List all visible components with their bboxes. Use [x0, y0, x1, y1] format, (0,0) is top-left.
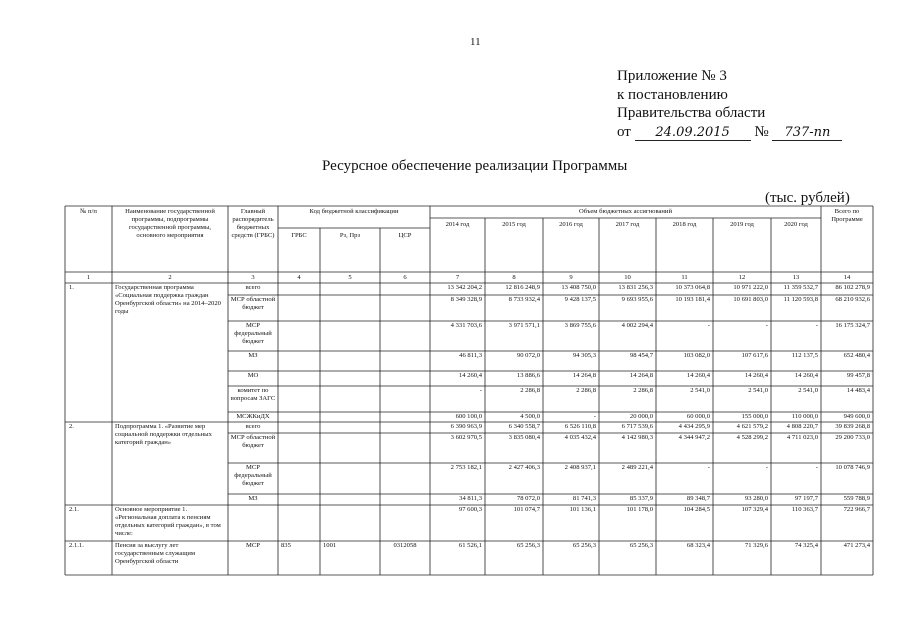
row-value: -: [707, 322, 710, 329]
row-value: 99 457,8: [846, 372, 870, 379]
header-code-grbs: ГРБС: [291, 232, 307, 239]
row-value: 65 256,3: [516, 542, 540, 549]
row-value: 74 325,4: [794, 542, 818, 549]
row-grbs: всего: [245, 423, 261, 430]
row-value: 2 286,8: [633, 387, 653, 394]
row-value: 4 711 023,0: [786, 434, 818, 441]
row-value: 4 331 703,6: [450, 322, 482, 329]
row-value: -: [815, 464, 818, 471]
row-grbs: МСР: [246, 542, 260, 549]
row-value: 94 305,3: [572, 352, 596, 359]
header-year: 2019 год: [730, 221, 754, 228]
column-number: 6: [403, 274, 407, 281]
header-year: 2020 год: [784, 221, 808, 228]
row-value: 9 428 137,5: [564, 296, 596, 303]
row-grbs: МСР областной бюджет: [230, 434, 276, 449]
row-value: 14 264,8: [572, 372, 596, 379]
column-number: 7: [455, 274, 460, 281]
column-number: 1: [86, 274, 91, 281]
row-code-rzprz: 1001: [323, 542, 337, 549]
row-value: 4 002 294,4: [621, 322, 653, 329]
column-number: 10: [624, 274, 631, 281]
row-value: 86 102 278,9: [835, 284, 870, 291]
row-value: 16 175 324,7: [835, 322, 870, 329]
header-code-csr: ЦСР: [398, 232, 412, 239]
row-value: 104 284,5: [683, 506, 710, 513]
appendix-line3: Правительства области: [617, 105, 766, 121]
row-value: -: [479, 387, 482, 394]
row-value: 6 717 539,6: [621, 423, 653, 430]
header-grbs-main: Главный распорядитель бюджетных средств (ГРБС): [231, 208, 275, 239]
row-value: 8 349 328,9: [450, 296, 482, 303]
row-value: 65 256,3: [572, 542, 596, 549]
decree-date: 24.09.2015: [635, 125, 751, 141]
row-value: 471 273,4: [843, 542, 870, 549]
row-value: 13 831 256,3: [618, 284, 653, 291]
row-value: 13 408 750,0: [561, 284, 596, 291]
row-value: 2 541,0: [690, 387, 710, 394]
row-grbs: МСР федеральный бюджет: [234, 322, 272, 345]
row-name: Подпрограмма 1. «Развитие мер социальной поддержки отдельных категорий граждан»: [115, 423, 212, 446]
row-value: 110 000,0: [791, 413, 818, 420]
header-code-group: Код бюджетной классификации: [309, 208, 399, 215]
row-value: 722 966,7: [843, 506, 870, 513]
row-value: 13 886,6: [516, 372, 540, 379]
row-grbs: МО: [247, 372, 259, 379]
row-value: 14 260,4: [794, 372, 818, 379]
row-value: 97 197,7: [794, 495, 818, 502]
row-value: 10 373 064,8: [675, 284, 710, 291]
row-grbs: МСР областной бюджет: [230, 296, 276, 311]
header-year: 2017 год: [615, 221, 640, 228]
row-value: -: [707, 464, 710, 471]
decree-number: 737-пп: [772, 125, 842, 141]
row-value: 3 835 080,4: [508, 434, 540, 441]
row-value: 97 600,3: [458, 506, 482, 513]
header-year: 2018 год: [672, 221, 697, 228]
row-value: 155 000,0: [741, 413, 768, 420]
row-value: 14 260,4: [458, 372, 482, 379]
row-value: 10 193 181,4: [675, 296, 710, 303]
row-number: 2.1.1.: [69, 542, 84, 549]
row-value: 6 340 558,7: [508, 423, 540, 430]
row-value: 559 788,9: [843, 495, 870, 502]
column-number: 14: [843, 274, 851, 281]
row-value: 68 323,4: [686, 542, 710, 549]
row-value: 2 753 182,1: [450, 464, 482, 471]
row-value: 29 200 733,0: [835, 434, 870, 441]
row-value: 600 100,0: [455, 413, 482, 420]
row-value: 13 342 204,2: [447, 284, 482, 291]
row-value: 107 329,4: [741, 506, 768, 513]
row-value: 10 971 222,0: [733, 284, 768, 291]
row-value: 949 600,0: [843, 413, 870, 420]
column-number: 9: [569, 274, 573, 281]
row-number: 1.: [69, 284, 74, 291]
row-value: 101 074,7: [513, 506, 540, 513]
row-grbs: МСР федеральный бюджет: [234, 464, 272, 487]
row-value: 4 344 947,2: [678, 434, 710, 441]
row-value: 65 256,3: [629, 542, 653, 549]
row-value: 4 434 295,9: [678, 423, 710, 430]
row-value: 61 526,1: [458, 542, 482, 549]
row-value: 4 500,0: [520, 413, 540, 420]
row-value: 85 337,9: [629, 495, 653, 502]
row-value: 652 480,4: [843, 352, 870, 359]
row-number: 2.1.: [69, 506, 79, 513]
row-value: 93 280,0: [744, 495, 768, 502]
row-grbs: МЗ: [248, 495, 258, 502]
header-year: 2015 год: [502, 221, 526, 228]
row-value: 2 408 937,1: [564, 464, 596, 471]
column-number: 3: [251, 274, 255, 281]
document-title: Ресурсное обеспечение реализации Программы: [322, 158, 628, 174]
row-value: 71 329,6: [744, 542, 768, 549]
row-value: 101 136,1: [569, 506, 596, 513]
row-name: Основное мероприятие 1. «Региональная доплата к пенсиям отдельных категорий граждан», в том числе:: [115, 506, 221, 537]
row-value: 10 691 803,0: [733, 296, 768, 303]
row-value: 4 142 980,3: [621, 434, 653, 441]
row-value: 2 286,8: [520, 387, 540, 394]
row-value: 107 617,6: [741, 352, 768, 359]
row-value: 89 348,7: [686, 495, 710, 502]
row-value: 4 621 579,2: [736, 423, 768, 430]
row-grbs: МСЖКиДХ: [236, 413, 270, 420]
row-grbs: всего: [245, 284, 261, 291]
row-name: Государственная программа «Социальная поддержка граждан Оренбургской области» на 2014–2020 годы: [115, 284, 221, 315]
row-value: 81 741,3: [572, 495, 596, 502]
header-num: № п/п: [80, 208, 97, 215]
row-value: -: [765, 322, 768, 329]
row-value: 39 839 268,8: [835, 423, 870, 430]
header-funds-group: Объем бюджетных ассигнований: [579, 208, 672, 215]
row-value: 2 489 221,4: [621, 464, 653, 471]
row-value: 101 178,0: [626, 506, 653, 513]
column-number: 11: [681, 274, 688, 281]
number-sign: №: [754, 124, 769, 140]
header-total: Всего по Программе: [831, 208, 863, 223]
appendix-title: Приложение № 3: [617, 68, 727, 84]
row-value: 68 210 932,6: [835, 296, 870, 303]
row-grbs: комитет по вопросам ЗАГС: [230, 387, 276, 402]
row-value: 20 000,0: [629, 413, 653, 420]
row-value: -: [815, 322, 818, 329]
row-value: 3 971 571,1: [508, 322, 540, 329]
column-number: 13: [792, 274, 800, 281]
row-value: -: [593, 413, 596, 420]
date-prefix: от: [617, 124, 631, 140]
row-value: 14 260,4: [744, 372, 768, 379]
header-code-rzprz: Рз, Прз: [339, 232, 361, 239]
page-number: 11: [470, 36, 481, 48]
row-value: 2 286,8: [576, 387, 596, 394]
row-grbs: МЗ: [248, 352, 258, 359]
column-number: 5: [348, 274, 352, 281]
row-value: 90 072,0: [516, 352, 540, 359]
row-value: 78 072,0: [516, 495, 540, 502]
column-number: 4: [297, 274, 301, 281]
row-value: 6 390 963,9: [450, 423, 482, 430]
row-code-grbs: 835: [281, 542, 291, 549]
appendix-line2: к постановлению: [617, 87, 728, 103]
column-number: 2: [168, 274, 172, 281]
row-value: 11 359 532,7: [783, 284, 818, 291]
row-value: 11 120 593,8: [783, 296, 818, 303]
row-value: 112 137,5: [791, 352, 818, 359]
header-year: 2014 год: [445, 221, 470, 228]
row-value: 14 260,4: [686, 372, 710, 379]
row-value: 4 035 432,4: [564, 434, 596, 441]
header-year: 2016 год: [559, 221, 583, 228]
row-value: 8 733 932,4: [508, 296, 540, 303]
row-name: Пенсия за выслугу лет государственным служащим Оренбургской области: [115, 542, 196, 565]
row-value: 2 427 406,3: [508, 464, 540, 471]
row-value: 46 811,3: [459, 352, 482, 359]
row-value: 2 541,0: [798, 387, 818, 394]
column-number: 12: [738, 274, 746, 281]
row-value: 3 869 755,6: [564, 322, 596, 329]
row-value: 110 363,7: [791, 506, 818, 513]
row-value: 60 000,0: [686, 413, 710, 420]
row-value: 103 082,0: [683, 352, 710, 359]
header-name: Наименование государственной программы, подпрограммы государственной программы, основного мероприятия: [125, 208, 215, 239]
row-value: 12 816 248,9: [505, 284, 540, 291]
row-value: 2 541,0: [748, 387, 768, 394]
row-code-csr: 0312058: [393, 542, 417, 549]
unit-label: (тыс. рублей): [765, 190, 850, 206]
row-value: 4 528 299,2: [736, 434, 768, 441]
row-value: 14 264,8: [629, 372, 653, 379]
row-value: 34 811,3: [459, 495, 482, 502]
row-number: 2.: [69, 423, 74, 430]
row-value: 6 526 110,8: [564, 423, 596, 430]
row-value: 14 483,4: [846, 387, 870, 394]
row-value: 9 693 955,6: [621, 296, 653, 303]
row-value: 10 078 746,9: [835, 464, 870, 471]
row-value: -: [765, 464, 768, 471]
row-value: 3 602 970,5: [450, 434, 482, 441]
column-number: 8: [512, 274, 516, 281]
row-value: 4 808 220,7: [786, 423, 818, 430]
row-value: 98 454,7: [629, 352, 653, 359]
